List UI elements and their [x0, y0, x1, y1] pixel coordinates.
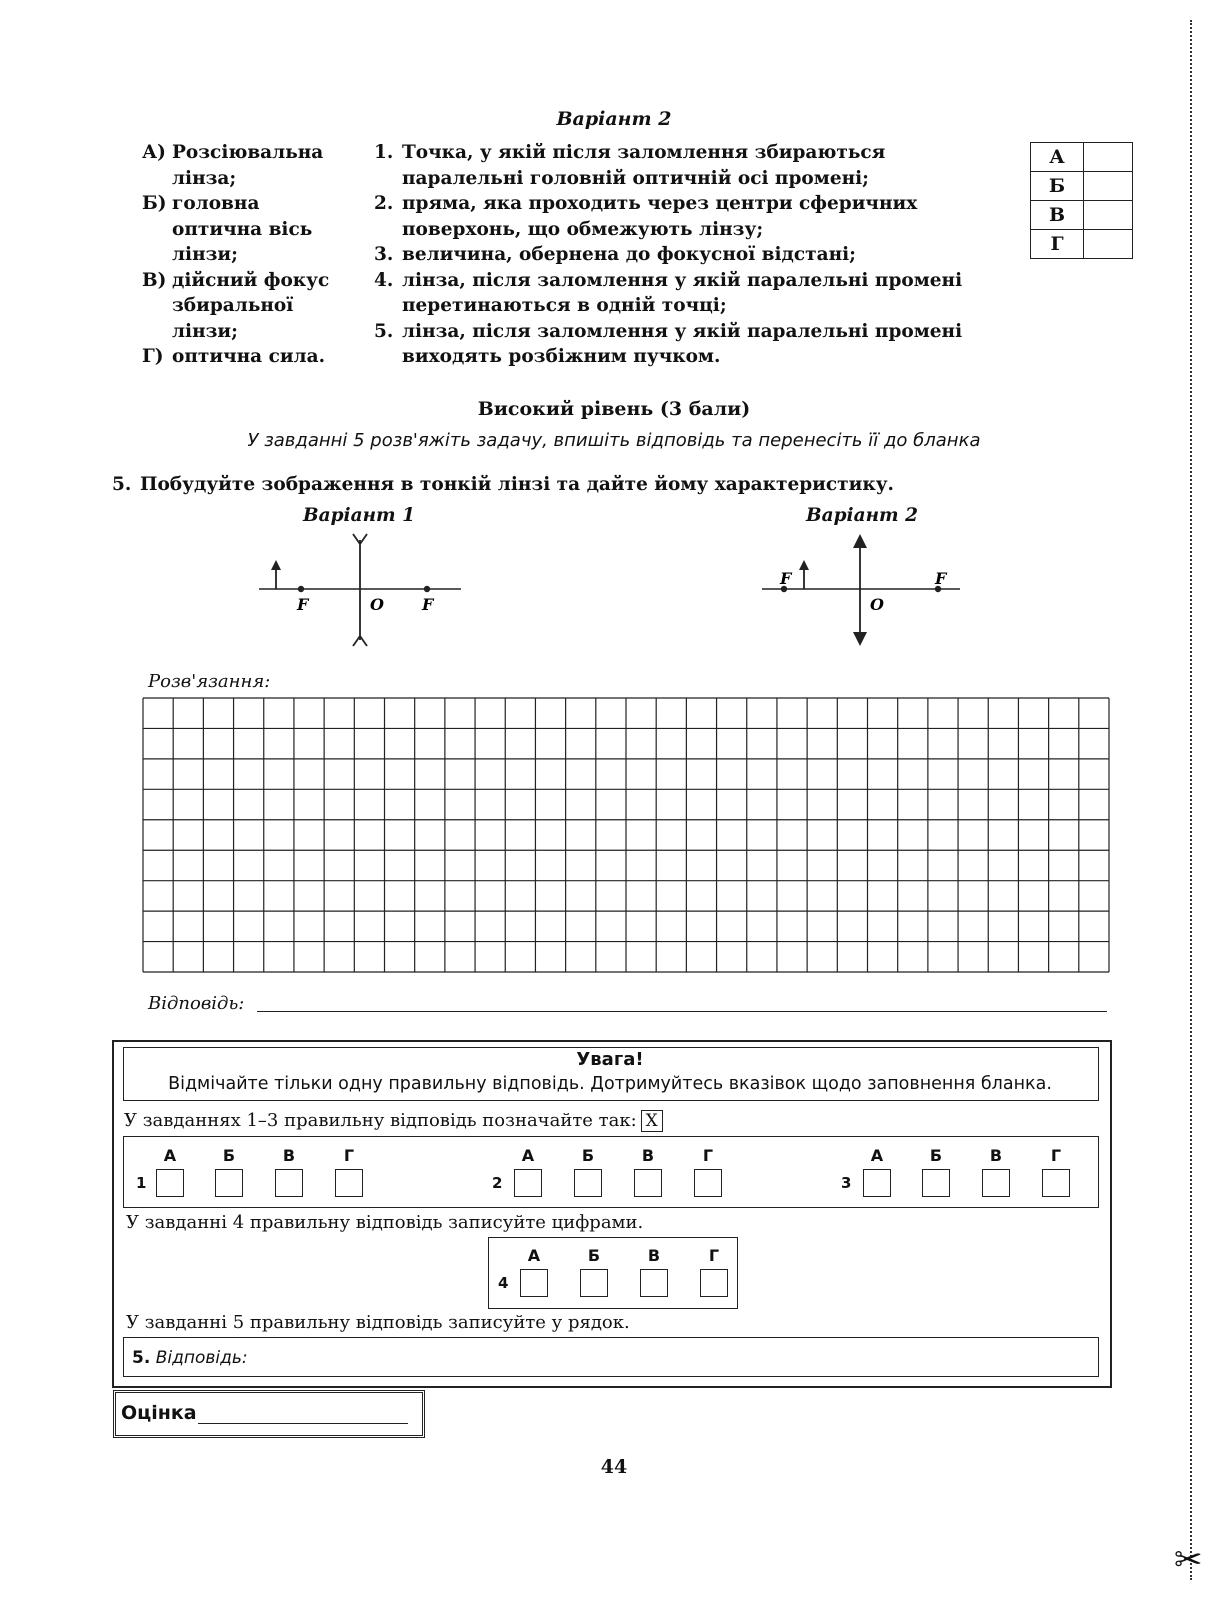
term-g: Г) оптична сила. [142, 346, 326, 367]
solution-label: Розв'язання: [148, 671, 271, 692]
focus-label-left: F [780, 569, 792, 588]
definition-5: 5. лінза, після заломлення у якій паралельні промені виходять розбіжним пучком. [374, 320, 963, 367]
task5-statement: 5. Побудуйте зображення в тонкій лінзі та дайте йому характеристику. [112, 474, 894, 495]
terms-column [142, 140, 342, 370]
q4-answer-v-field[interactable] [640, 1269, 668, 1297]
letter-a: А [527, 1246, 541, 1265]
answers-1-3-box [123, 1136, 1099, 1208]
solution-grid[interactable] [142, 697, 1110, 973]
term-b: Б) головна оптична вісь лінзи; [142, 193, 313, 265]
table-answer-cell[interactable] [1084, 201, 1133, 230]
q1-option-b-checkbox[interactable] [215, 1169, 243, 1197]
question-1-label: 1 [136, 1174, 147, 1192]
rule-tasks-1-3: У завданнях 1–3 правильну відповідь позначайте так: X [124, 1110, 663, 1132]
converging-lens-diagram [760, 530, 970, 650]
cut-line [1190, 20, 1192, 1580]
letter-b: Б [581, 1146, 595, 1165]
letter-b: Б [929, 1146, 943, 1165]
q2-option-b-checkbox[interactable] [574, 1169, 602, 1197]
q3-option-g-checkbox[interactable] [1042, 1169, 1070, 1197]
definition-3: 3. величина, обернена до фокусної відстані; [374, 244, 856, 265]
question-2-label: 2 [492, 1174, 503, 1192]
section-instruction: У завданні 5 розв'яжіть задачу, впишіть відповідь та перенесіть її до бланка [247, 430, 981, 451]
q4-answer-b-field[interactable] [580, 1269, 608, 1297]
table-letter: Г [1031, 230, 1084, 259]
letter-a: А [163, 1146, 177, 1165]
center-label: O [870, 595, 884, 614]
q1-option-v-checkbox[interactable] [275, 1169, 303, 1197]
focus-label-right: F [935, 569, 947, 588]
rule-task-5: У завданні 5 правильну відповідь записуйте у рядок. [126, 1312, 630, 1333]
q3-option-b-checkbox[interactable] [922, 1169, 950, 1197]
q1-option-g-checkbox[interactable] [335, 1169, 363, 1197]
letter-v: В [989, 1146, 1003, 1165]
table-row [1031, 172, 1133, 201]
q3-option-a-checkbox[interactable] [863, 1169, 891, 1197]
definition-4: 4. лінза, після заломлення у якій паралельні промені перетинаються в одній точці; [374, 269, 963, 316]
letter-g: Г [343, 1146, 355, 1165]
q1-option-a-checkbox[interactable] [156, 1169, 184, 1197]
task5-answer-field[interactable] [123, 1337, 1099, 1377]
letter-g: Г [708, 1246, 720, 1265]
answer-label: Відповідь: [148, 993, 245, 1014]
letter-b: Б [222, 1146, 236, 1165]
attention-text: Відмічайте тільки одну правильну відповідь. Дотримуйтесь вказівок щодо заповнення бланка. [168, 1074, 1052, 1094]
grade-label: Оцінка [121, 1402, 197, 1424]
task5-answer-label: 5. Відповідь: [132, 1348, 248, 1368]
q4-answer-g-field[interactable] [700, 1269, 728, 1297]
table-row [1031, 143, 1133, 172]
q3-option-v-checkbox[interactable] [982, 1169, 1010, 1197]
variant2-label: Варіант 2 [806, 505, 918, 526]
question-3-label: 3 [841, 1174, 852, 1192]
definitions-column [374, 140, 994, 370]
x-mark-icon: X [641, 1110, 663, 1132]
table-letter: В [1031, 201, 1084, 230]
table-answer-cell[interactable] [1084, 172, 1133, 201]
variant1-label: Варіант 1 [303, 505, 415, 526]
table-letter: Б [1031, 172, 1084, 201]
diverging-lens-diagram [255, 530, 465, 650]
letter-v: В [647, 1246, 661, 1265]
letter-v: В [641, 1146, 655, 1165]
grade-line[interactable] [198, 1423, 408, 1424]
q4-answer-a-field[interactable] [520, 1269, 548, 1297]
question-4-label: 4 [498, 1274, 509, 1292]
center-label: O [370, 595, 384, 614]
letter-g: Г [1050, 1146, 1062, 1165]
table-row [1031, 230, 1133, 259]
scissors-icon: ✂ [1174, 1540, 1203, 1580]
rule-task-4: У завданні 4 правильну відповідь записуйте цифрами. [126, 1212, 644, 1233]
table-answer-cell[interactable] [1084, 230, 1133, 259]
table-row [1031, 201, 1133, 230]
term-a: А) Розсіювальна лінза; [142, 142, 324, 189]
letter-v: В [282, 1146, 296, 1165]
letter-a: А [521, 1146, 535, 1165]
page-number: 44 [600, 1456, 628, 1478]
variant2-title: Варіант 2 [556, 108, 672, 130]
answer-match-table [1030, 142, 1133, 259]
table-letter: А [1031, 143, 1084, 172]
table-answer-cell[interactable] [1084, 143, 1133, 172]
attention-title: Увага! [576, 1049, 644, 1070]
answer-line[interactable] [257, 1011, 1107, 1012]
section-title: Високий рівень (3 бали) [477, 398, 751, 420]
letter-a: А [870, 1146, 884, 1165]
q2-option-v-checkbox[interactable] [634, 1169, 662, 1197]
focus-label-right: F [422, 595, 434, 614]
letter-g: Г [702, 1146, 714, 1165]
q2-option-g-checkbox[interactable] [694, 1169, 722, 1197]
q2-option-a-checkbox[interactable] [514, 1169, 542, 1197]
focus-label-left: F [297, 595, 309, 614]
definition-1: 1. Точка, у якій після заломлення збираються паралельні головній оптичній осі промені; [374, 142, 886, 189]
letter-b: Б [587, 1246, 601, 1265]
term-v: В) дійсний фокус збиральної лінзи; [142, 269, 330, 342]
definition-2: 2. пряма, яка проходить через центри сферичних поверхонь, що обмежують лінзу; [374, 193, 918, 240]
